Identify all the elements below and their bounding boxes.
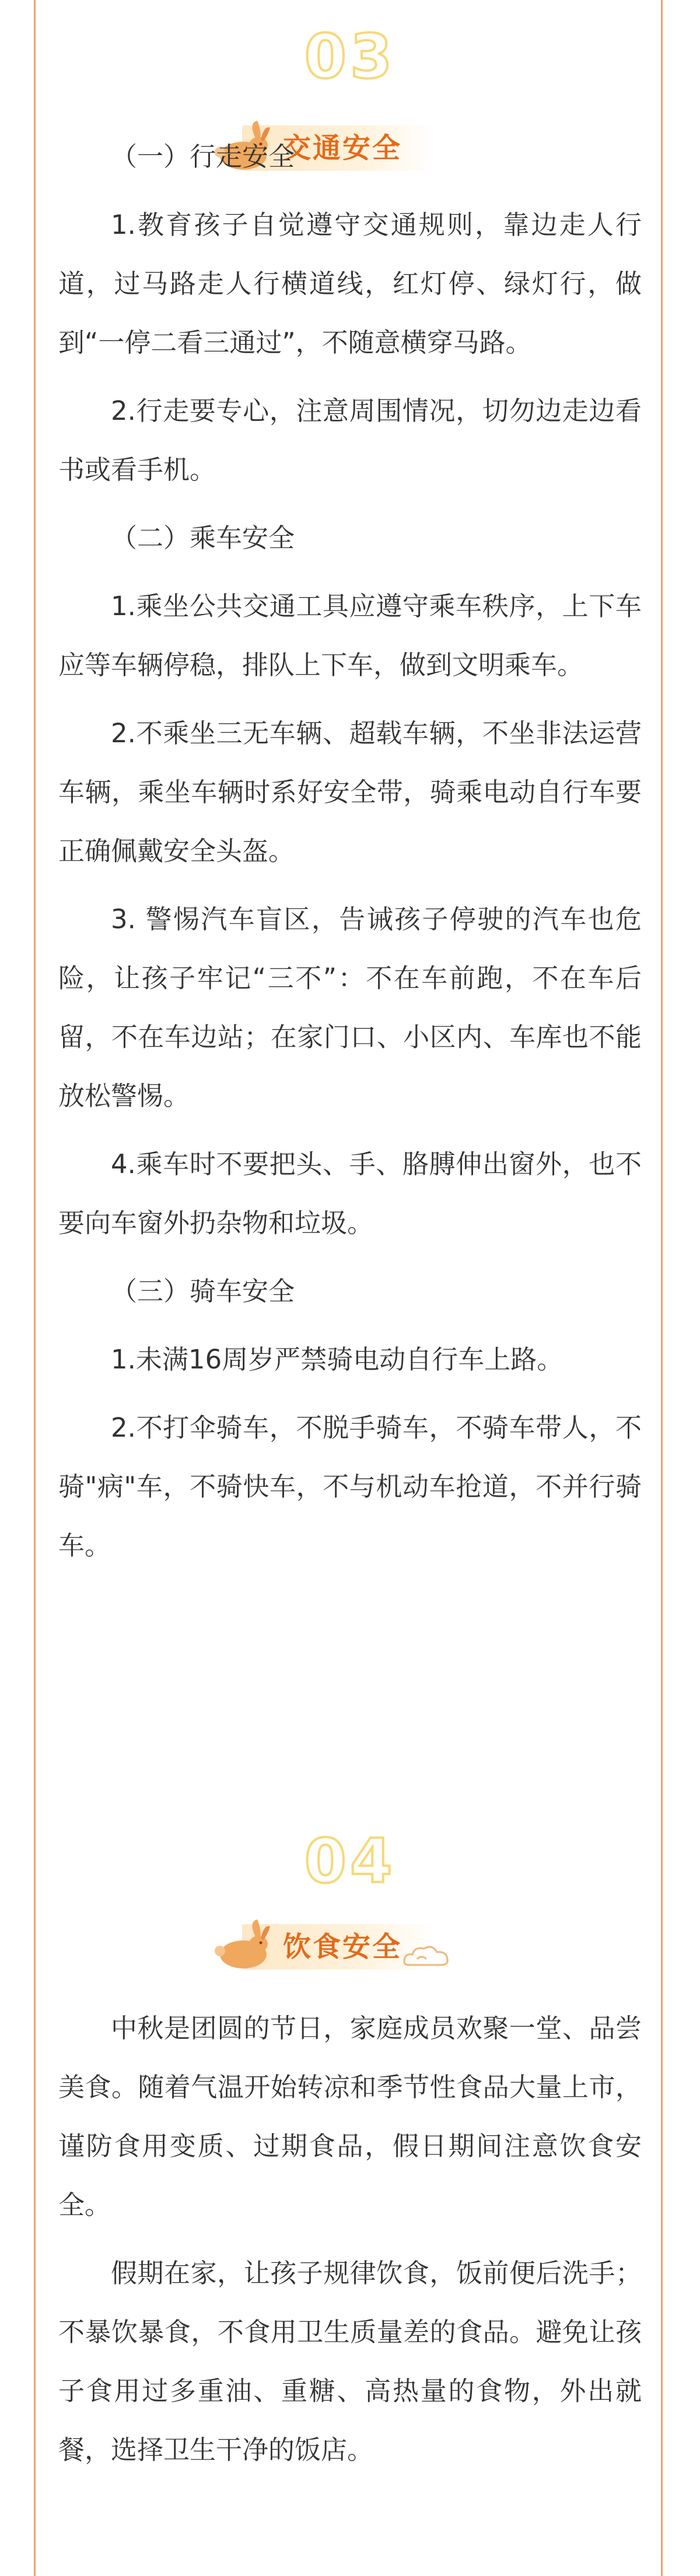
- paragraph: 4.乘车时不要把头、手、胳膊伸出窗外，也不要向车窗外扔杂物和垃圾。: [58, 1149, 642, 1238]
- paragraph: 中秋是团圆的节日，家庭成员欢聚一堂、品尝美食。随着气温开始转凉和季节性食品大量上市，谨防食用变质、过期食品，假日期间注意饮食安全。: [58, 2013, 642, 2220]
- section-title: 交通安全: [283, 132, 402, 164]
- paragraph: 2.不乘坐三无车辆、超载车辆，不坐非法运营车辆，乘坐车辆时系好安全带，骑乘电动自行车要正确佩戴安全头盔。: [58, 718, 642, 866]
- rabbit-icon: [207, 1918, 277, 1972]
- paragraph: 1.未满16周岁严禁骑电动自行车上路。: [111, 1344, 564, 1375]
- section-number: 03: [304, 21, 396, 92]
- paragraph: 2.行走要专心，注意周围情况，切勿边走边看书或看手机。: [58, 395, 642, 485]
- paragraph: 假期在家，让孩子规律饮食，饭前便后洗手；不暴饮暴食，不食用卫生质量差的食品。避免让孩子食用过多重油、重糖、高热量的食物，外出就餐，选择卫生干净的饭店。: [58, 2258, 642, 2465]
- section-title: 饮食安全: [283, 1931, 402, 1963]
- section-4-text: [58, 1999, 642, 2479]
- section-title-badge: [207, 1918, 464, 1972]
- paragraph: 1.乘坐公共交通工具应遵守乘车秩序，上下车应等车辆停稳，排队上下车，做到文明乘车。: [58, 591, 642, 680]
- section-3-text: [58, 127, 642, 1575]
- subheading-riding: （二）乘车安全: [111, 522, 295, 553]
- subheading-cycling: （三）骑车安全: [111, 1276, 295, 1307]
- paragraph: 3. 警惕汽车盲区，告诫孩子停驶的汽车也危险，让孩子牢记“三不”：不在车前跑，不在车后留，不在车边站；在家门口、小区内、车库也不能放松警惕。: [58, 904, 642, 1111]
- subheading-walking: （一）行走安全: [111, 141, 295, 172]
- cloud-icon: [400, 1940, 452, 1970]
- paragraph: 2.不打伞骑车，不脱手骑车，不骑车带人，不骑"病"车，不骑快车，不与机动车抢道，不并行骑车。: [58, 1412, 642, 1561]
- section-number: 04: [304, 1826, 396, 1897]
- paragraph: 1.教育孩子自觉遵守交通规则，靠边走人行道，过马路走人行横道线，红灯停、绿灯行，做到“一停二看三通过”，不随意横穿马路。: [58, 209, 642, 358]
